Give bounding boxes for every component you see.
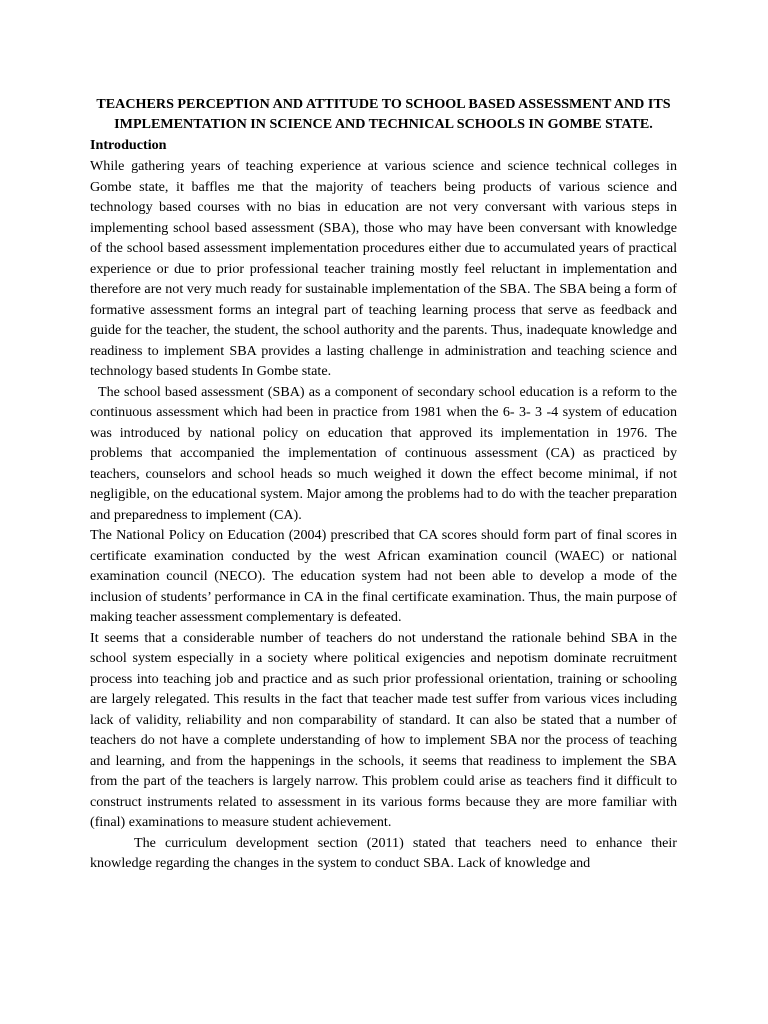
- paragraph-1: While gathering years of teaching experience at various science and science technical colleges in Gombe state, it baffles me that the majority of teachers being products of various science and technology based courses with no bias in education are not very conversant with various steps in implementing school based assessment (SBA), those who may have been conversant with knowledge of the school based assessment implementation procedures either due to accumulated years of practical experience or due to prior professional teacher training mostly feel reluctant in implementation and therefore are not very much ready for sustainable implementation of the SBA. The SBA being a form of formative assessment forms an integral part of teaching learning process that serve as feedback and guide for the teacher, the student, the school authority and the parents. Thus, inadequate knowledge and readiness to implement SBA provides a lasting challenge in administration and teaching science and technology based students In Gombe state.: [90, 158, 677, 379]
- paragraph-4: It seems that a considerable number of teachers do not understand the rationale behind SBA in the school system especially in a society where political exigencies and nepotism dominate recruitment process into teaching job and practice and as such prior professional orientation, training or schooling are largely relegated. This results in the fact that teacher made test suffer from various vices including lack of validity, reliability and non comparability of standard. It can also be stated that a number of teachers do not have a complete understanding of how to implement SBA nor the process of teaching and learning, and from the happenings in the schools, it seems that readiness to implement the SBA from the part of the teachers is largely narrow. This problem could arise as teachers find it difficult to construct instruments related to assessment in its various forms because they are more familiar with (final) examinations to measure student achievement.: [90, 629, 677, 830]
- document-page: [90, 94, 677, 874]
- section-heading-introduction: Introduction: [90, 137, 167, 153]
- paragraph-3: The National Policy on Education (2004) prescribed that CA scores should form part of final scores in certificate examination conducted by the west African examination council (WAEC) or national examination council (NECO). The education system had not been able to develop a mode of the inclusion of students’ performance in CA in the final certificate examination. Thus, the main purpose of making teacher assessment complementary is defeated.: [90, 527, 677, 625]
- paragraph-2: The school based assessment (SBA) as a component of secondary school education is a reform to the continuous assessment which had been in practice from 1981 when the 6- 3- 3 -4 system of education was introduced by national policy on education that approved its implementation in 1976. The problems that accompanied the implementation of continuous assessment (CA) as practiced by teachers, counselors and school heads so much weighed it down the effect become minimal, if not negligible, on the educational system. Major among the problems had to do with the teacher preparation and preparedness to implement (CA).: [90, 383, 677, 523]
- document-title: TEACHERS PERCEPTION AND ATTITUDE TO SCHOOL BASED ASSESSMENT AND ITS IMPLEMENTATION IN SCIENCE AND TECHNICAL SCHOOLS IN GOMBE STATE.: [96, 96, 671, 132]
- paragraph-5: The curriculum development section (2011) stated that teachers need to enhance their knowledge regarding the changes in the system to conduct SBA. Lack of knowledge and: [90, 834, 677, 871]
